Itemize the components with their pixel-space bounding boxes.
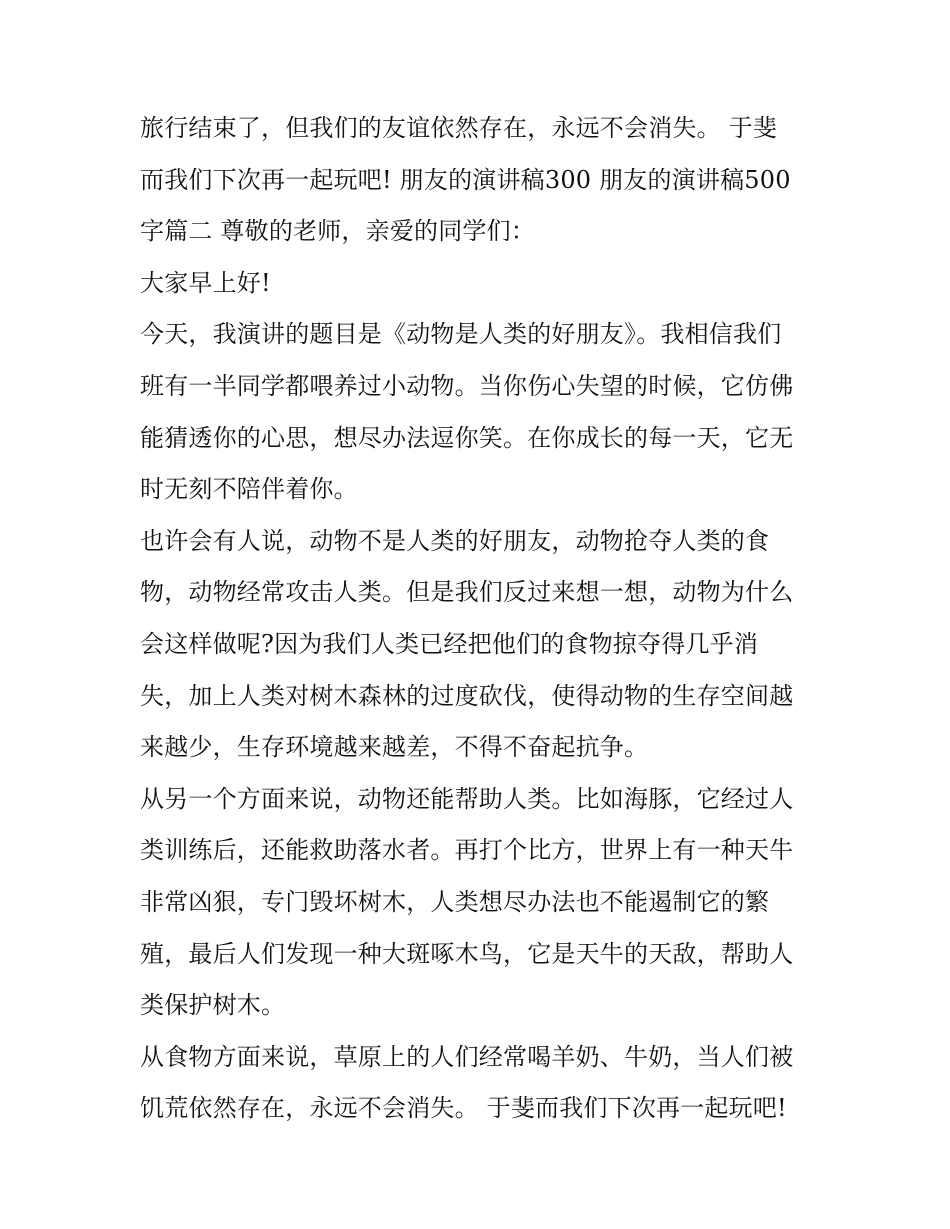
text-line: 旅行结束了，但我们的友谊依然存在，永远不会消失。 于斐 <box>140 114 778 142</box>
text-line: 也许会有人说，动物不是人类的好朋友，动物抢夺人类的食 <box>140 526 770 555</box>
text-line: 类保护树木。 <box>140 991 286 1020</box>
document-body <box>140 103 820 1135</box>
text-line: 从食物方面来说，草原上的人们经常喝羊奶、牛奶，当人们被 <box>140 1042 794 1071</box>
text-line: 殖，最后人们发现一种大斑啄木鸟，它是天牛的天敌，帮助人 <box>140 939 794 968</box>
text-line: 物，动物经常攻击人类。但是我们反过来想一想，动物为什么 <box>140 578 794 607</box>
text-line: 失，加上人类对树木森林的过度砍伐，使得动物的生存空间越 <box>140 681 794 710</box>
text-line: 会这样做呢?因为我们人类已经把他们的食物掠夺得几乎消 <box>140 629 759 658</box>
text-line: 今天，我演讲的题目是《动物是人类的好朋友》。我相信我们 <box>140 320 782 349</box>
text-line: 从另一个方面来说，动物还能帮助人类。比如海豚，它经过人 <box>140 784 794 813</box>
text-line: 字篇二 尊敬的老师，亲爱的同学们： <box>140 217 536 246</box>
text-line: 而我们下次再一起玩吧! 朋友的演讲稿300 朋友的演讲稿500 <box>140 165 791 194</box>
text-line: 非常凶狠，专门毁坏树木，人类想尽办法也不能遏制它的繁 <box>140 887 770 916</box>
text-line: 饥荒依然存在，永远不会消失。 于斐而我们下次再一起玩吧! <box>140 1094 787 1123</box>
text-line: 类训练后，还能救助落水者。再打个比方，世界上有一种天牛 <box>140 836 794 865</box>
text-line: 能猜透你的心思，想尽办法逗你笑。在你成长的每一天，它无 <box>140 423 794 452</box>
text-line: 时无刻不陪伴着你。 <box>140 475 358 504</box>
text-line: 班有一半同学都喂养过小动物。当你伤心失望的时候，它仿佛 <box>140 371 794 400</box>
text-line: 来越少，生存环境越来越差，不得不奋起抗争。 <box>140 733 649 762</box>
text-line: 大家早上好! <box>140 268 271 297</box>
